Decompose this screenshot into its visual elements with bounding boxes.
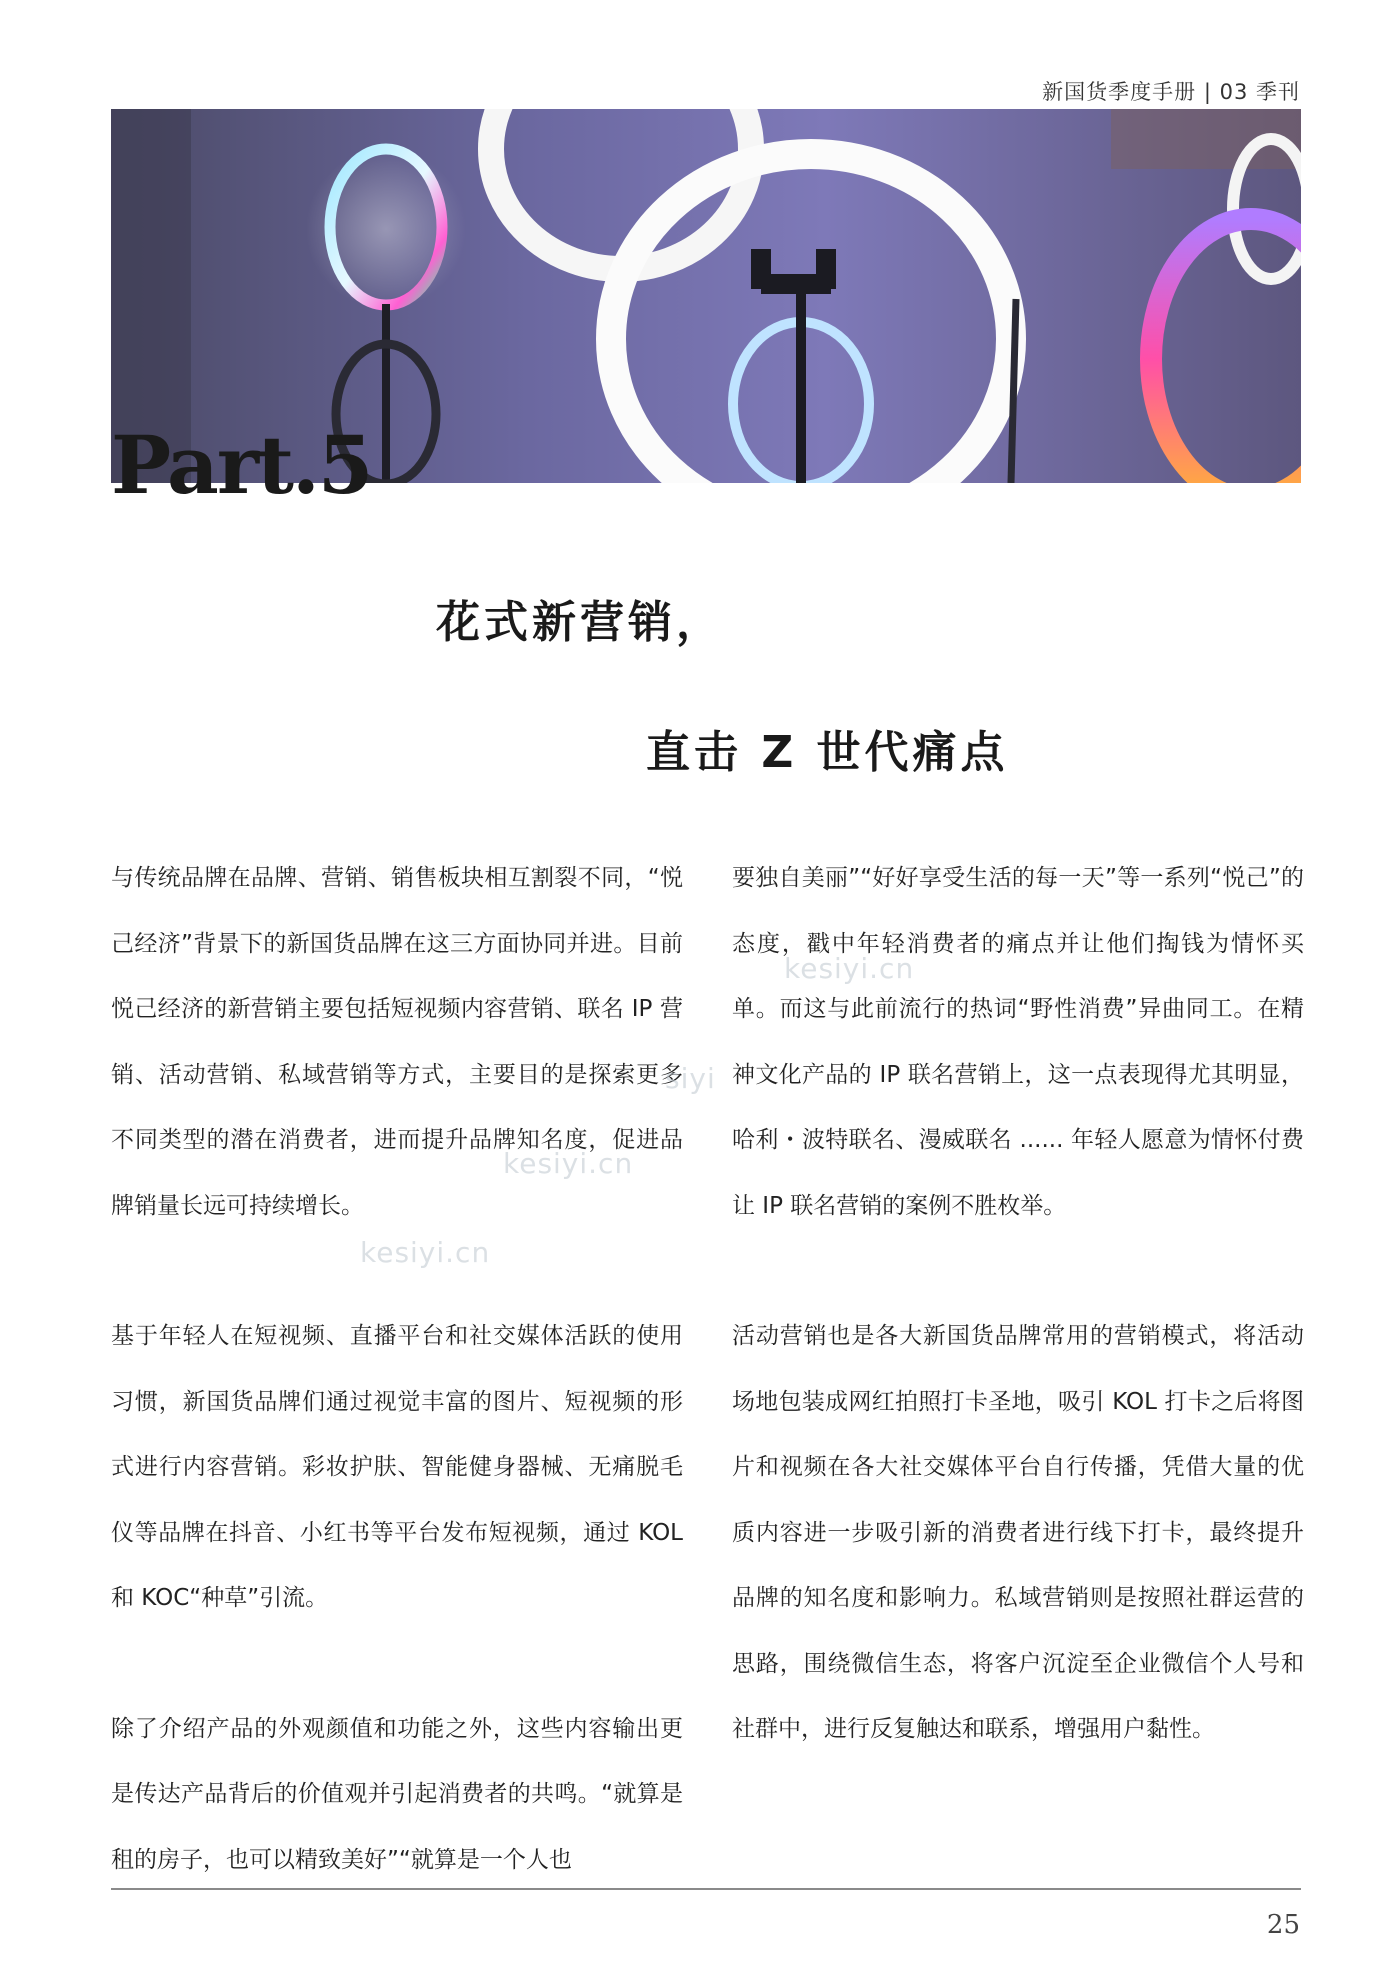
- left-column: [111, 846, 683, 1893]
- watermark: siyi: [665, 1062, 716, 1095]
- watermark: kesiyi.cn: [503, 1147, 634, 1180]
- title-line-2: 直击 Z 世代痛点: [646, 727, 1009, 778]
- left-paragraph-1: 与传统品牌在品牌、营销、销售板块相互割裂不同，“悦己经济”背景下的新国货品牌在这三方面协同并进。目前悦己经济的新营销主要包括短视频内容营销、联名 IP 营销、活动营销、私域营销等方式，主要目的是探索更多不同类型的潜在消费者，进而提升品牌知名度，促进品牌销量长远可持续增长。: [111, 865, 683, 1219]
- right-paragraph-2: 活动营销也是各大新国货品牌常用的营销模式，将活动场地包装成网红拍照打卡圣地，吸引 KOL 打卡之后将图片和视频在各大社交媒体平台自行传播，凭借大量的优质内容进一步吸引新的消费者进行线下打卡，最终提升品牌的知名度和影响力。私域营销则是按照社群运营的思路，围绕微信生态，将客户沉淀至企业微信个人号和社群中，进行反复触达和联系，增强用户黏性。: [732, 1323, 1304, 1742]
- footer-divider: [111, 1888, 1301, 1890]
- watermark: kesiyi.cn: [360, 1236, 491, 1269]
- left-paragraph-2: 基于年轻人在短视频、直播平台和社交媒体活跃的使用习惯，新国货品牌们通过视觉丰富的图片、短视频的形式进行内容营销。彩妆护肤、智能健身器械、无痛脱毛仪等品牌在抖音、小红书等平台发布短视频，通过 KOL 和 KOC“种草”引流。: [111, 1323, 683, 1611]
- title-line-1: 花式新营销，: [436, 597, 724, 648]
- publication-header: 新国货季度手册 | 03 季刊: [1042, 80, 1300, 104]
- left-paragraph-3: 除了介绍产品的外观颜值和功能之外，这些内容输出更是传达产品背后的价值观并引起消费者的共鸣。“就算是租的房子，也可以精致美好”“就算是一个人也: [111, 1715, 683, 1873]
- watermark: kesiyi.cn: [784, 952, 915, 985]
- part-label: Part.5: [111, 418, 372, 512]
- page-number: 25: [1266, 1910, 1300, 1940]
- right-paragraph-1: 要独自美丽”“好好享受生活的每一天”等一系列“悦己”的态度，戳中年轻消费者的痛点并让他们掏钱为情怀买单。而这与此前流行的热词“野性消费”异曲同工。在精神文化产品的 IP 联名营销上，这一点表现得尤其明显，哈利・波特联名、漫威联名 ...... 年轻人愿意为情怀付费让 IP 联名营销的案例不胜枚举。: [732, 865, 1304, 1219]
